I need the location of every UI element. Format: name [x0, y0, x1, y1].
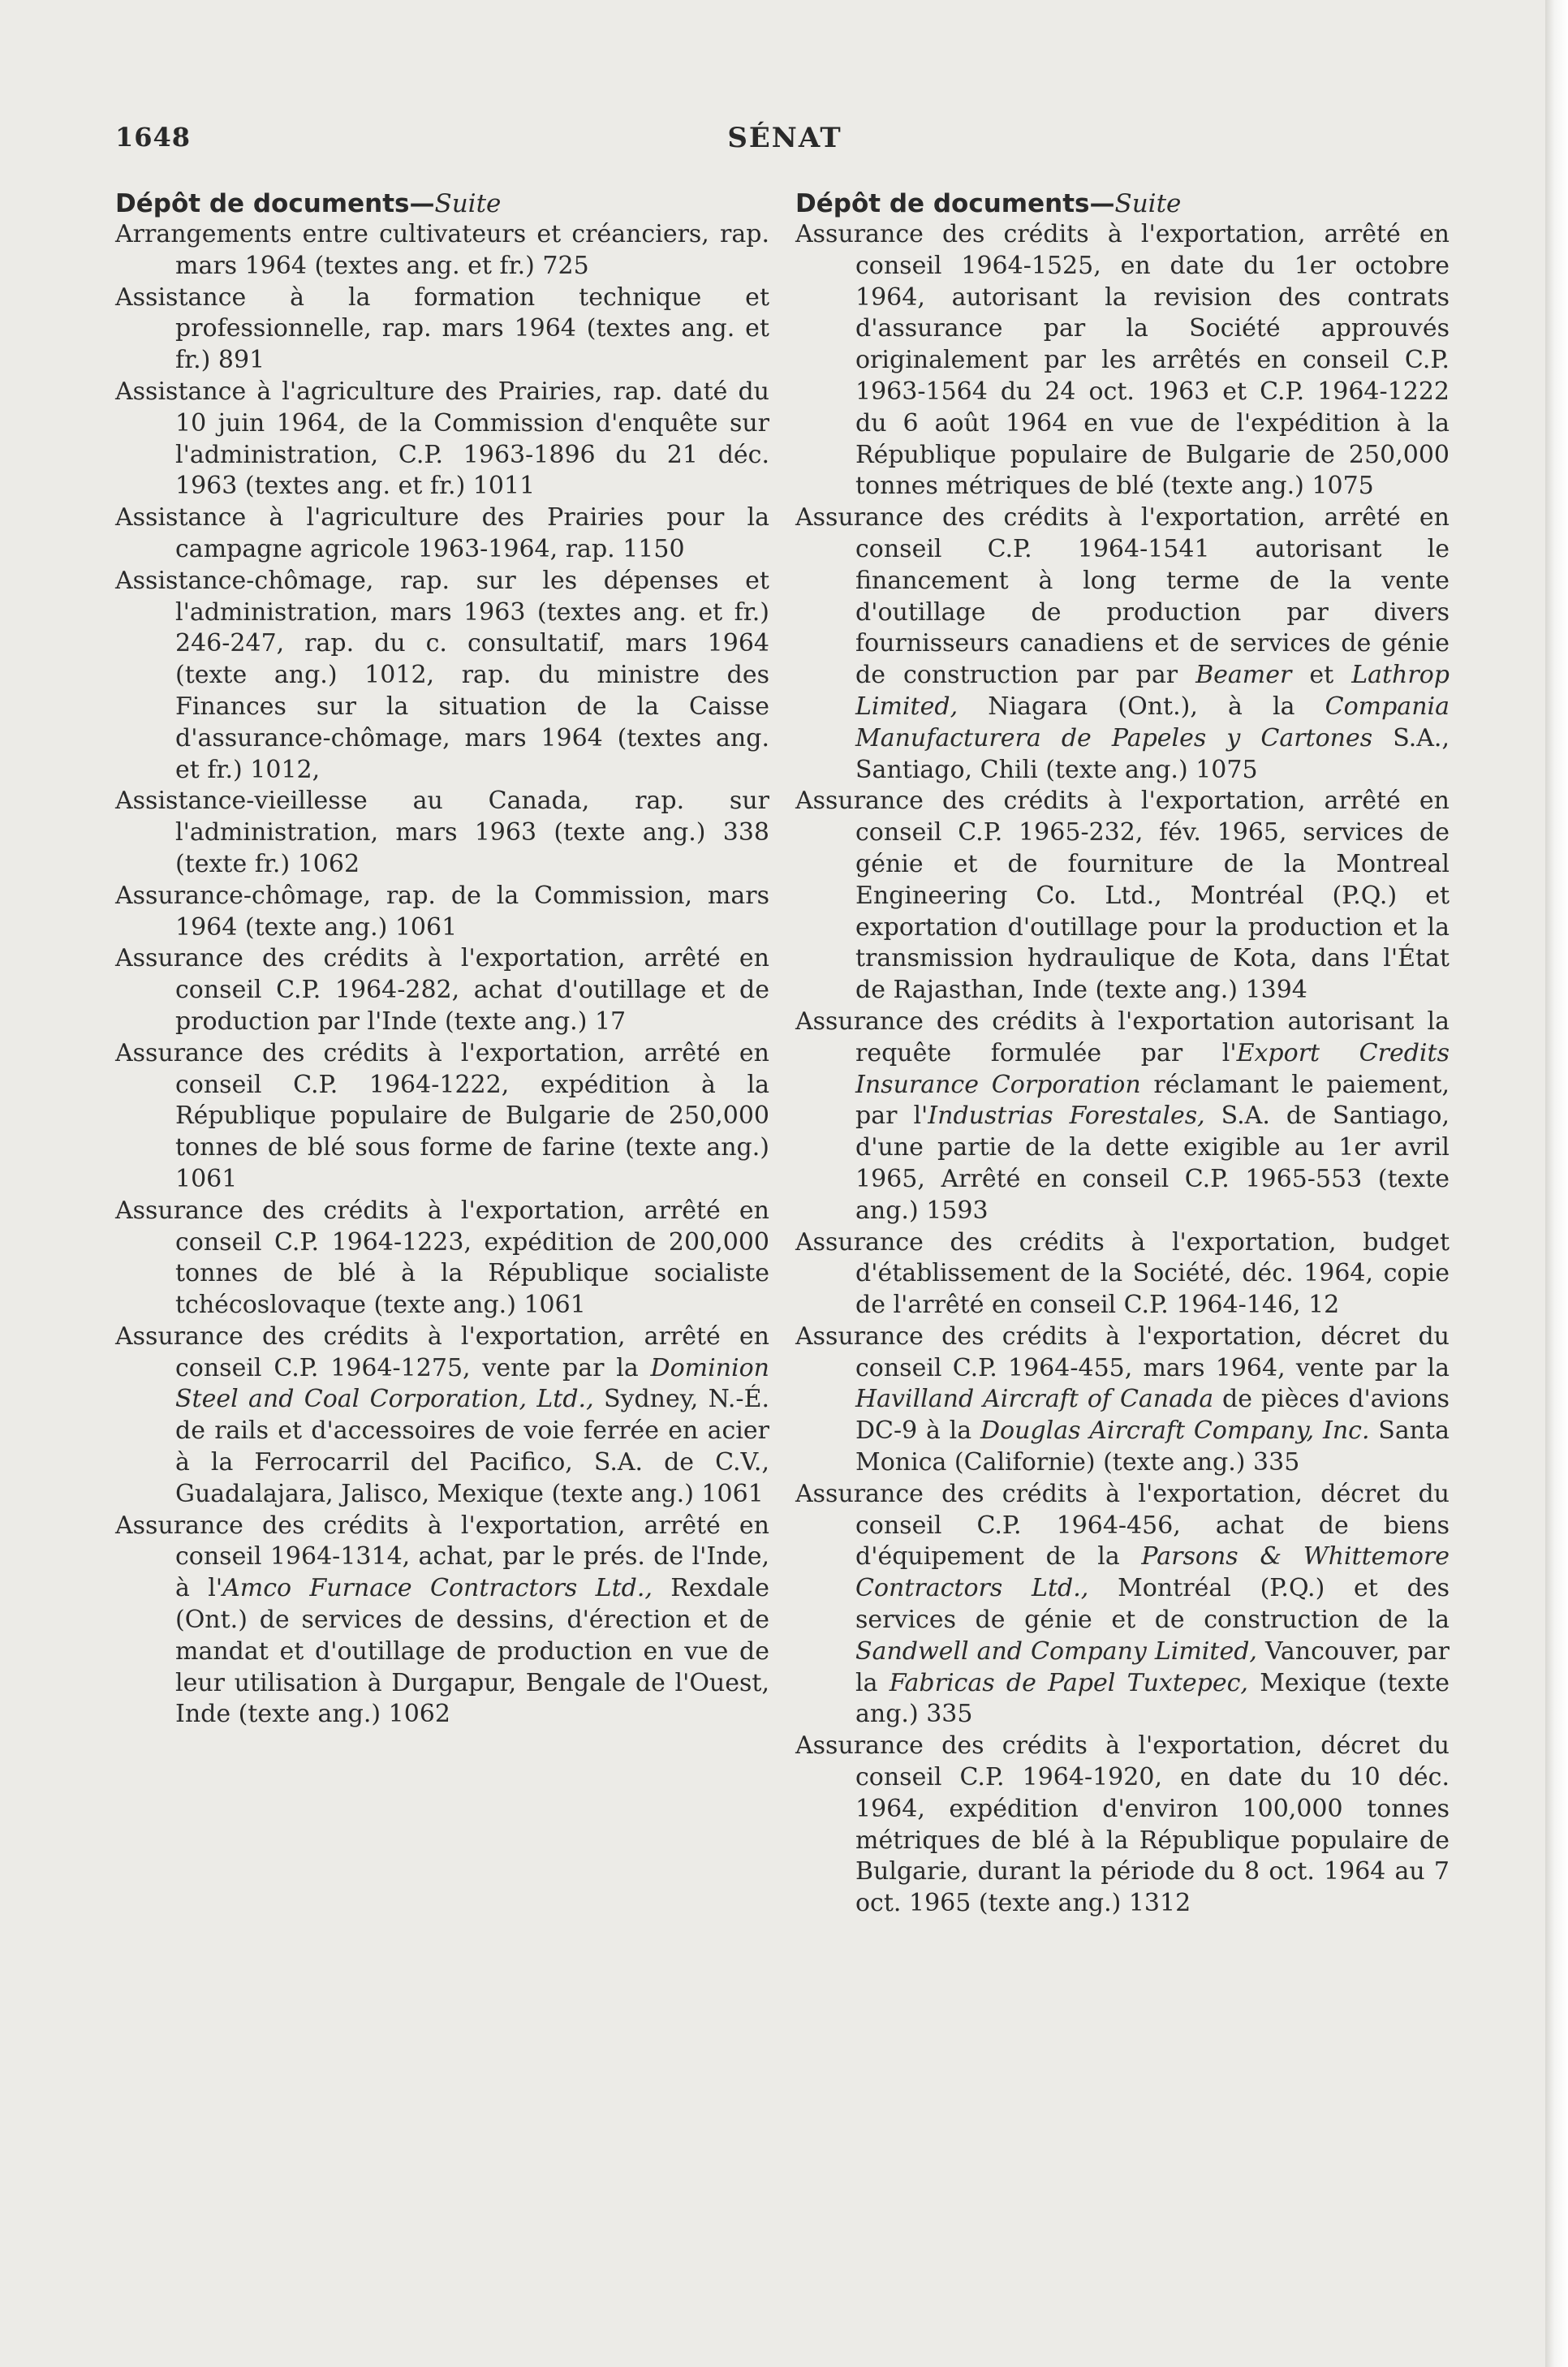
- entry-italic-text: Beamer: [1195, 661, 1292, 690]
- entry-italic-text: Amco Furnace Contractors Ltd.,: [222, 1574, 653, 1603]
- entry-italic-text: Parsons & Whittemore Contractors Ltd.,: [855, 1542, 1450, 1603]
- entry-text: Assistance à la formation technique et professionnelle, rap. mars 1964 (textes ang. et fr.) 891: [115, 282, 769, 375]
- entry-text: Assurance des crédits à l'exportation, arrêté en conseil C.P. 1964-1222, expédition à la République populaire de Bulgarie de 250,000 tonnes de blé sous forme de farine (texte ang.) 1061: [115, 1038, 769, 1193]
- index-entry: [795, 1007, 1450, 1227]
- entry-text: Assurance des crédits à l'exportation, arrêté en conseil 1964-1525, en date du 1er octobre 1964, autorisant la revision des contrats d'assurance par la Société approuvés originalement par les arrêtés en conseil C.P. 1963-1564 du 24 oct. 1963 et C.P. 1964-1222 du 6 août 1964 en vue de l'expédition à la République populaire de Bulgarie de 250,000 tonnes métriques de blé (texte ang.) 1075: [795, 220, 1450, 501]
- entry-text: Assurance des crédits à l'exportation, arrêté en conseil C.P. 1965-232, fév. 1965, services de génie et de fourniture de la Montreal Engineering Co. Ltd., Montréal (P.Q.) et exportation d'outillage pour la production et la transmission hydraulique de Kota, dans l'État de Rajasthan, Inde (texte ang.) 1394: [795, 787, 1450, 1005]
- entry-text: S.A., Santiago, Chili (texte ang.) 1075: [855, 723, 1450, 784]
- entry-text: Assurance des crédits à l'exportation, arrêté en conseil C.P. 1964-282, achat d'outillage et de production par l'Inde (texte ang.) 17: [115, 944, 769, 1036]
- entry-italic-text: Douglas Aircraft Company, Inc.: [980, 1416, 1370, 1446]
- entry-text: réclamant le paiement, par l': [855, 1070, 1450, 1131]
- index-entry: [115, 566, 769, 787]
- entry-text: Assistance à l'agriculture des Prairies, rap. daté du 10 juin 1964, de la Commission d'enquête sur l'administration, C.P. 1963-1896 du 21 déc. 1963 (textes ang. et fr.) 1011: [115, 377, 769, 501]
- column-heading: [115, 188, 769, 219]
- entry-text: Vancouver, par la: [855, 1636, 1450, 1697]
- entry-text: Niagara (Ont.), à la: [958, 692, 1325, 721]
- index-entry: [115, 219, 769, 282]
- entry-text: Assurance des crédits à l'exportation, arrêté en conseil C.P. 1964-1541 autorisant le financement à long terme de la vente d'outillage de production par divers fournisseurs canadiens et de services de génie de construction par par: [795, 503, 1450, 690]
- index-entry: [115, 881, 769, 944]
- index-entry: [115, 1321, 769, 1511]
- index-entry: [795, 1731, 1450, 1920]
- entry-text: Montréal (P.Q.) et des services de génie et de construction de la: [855, 1574, 1450, 1635]
- index-entries: [795, 219, 1450, 1920]
- entry-text: Assurance des crédits à l'exportation, arrêté en conseil C.P. 1964-1223, expédition de 200,000 tonnes de blé à la République socialiste tchécoslovaque (texte ang.) 1061: [115, 1196, 769, 1320]
- index-entry: [115, 943, 769, 1037]
- entry-italic-text: Compania Manufacturera de Papeles y Cartones: [855, 692, 1450, 752]
- entry-italic-text: Export Credits Insurance Corporation: [855, 1038, 1450, 1099]
- right-column: [795, 188, 1450, 1920]
- index-entry: [795, 786, 1450, 1007]
- column-heading-bold: Dépôt de documents—: [115, 189, 435, 218]
- entry-text: Assurance des crédits à l'exportation, budget d'établissement de la Société, déc. 1964, copie de l'arrêté en conseil C.P. 1964-146, 12: [795, 1227, 1450, 1320]
- index-entries: [115, 219, 769, 1731]
- entry-text: Assurance des crédits à l'exportation, décret du conseil C.P. 1964-1920, en date du 10 déc. 1964, expédition d'environ 100,000 tonnes métriques de blé à la République populaire de Bulgarie, durant la période du 8 oct. 1964 au 7 oct. 1965 (texte ang.) 1312: [795, 1731, 1450, 1918]
- column-heading-italic: Suite: [1114, 189, 1182, 218]
- index-entry: [795, 502, 1450, 786]
- entry-text: Mexique (texte ang.) 335: [855, 1668, 1450, 1729]
- page-edge: [1545, 0, 1568, 2367]
- entry-text: Arrangements entre cultivateurs et créanciers, rap. mars 1964 (textes ang. et fr.) 725: [115, 220, 769, 280]
- entry-text: Assurance des crédits à l'exportation, décret du conseil C.P. 1964-455, mars 1964, vente par la: [795, 1321, 1450, 1382]
- entry-italic-text: Sandwell and Company Limited,: [855, 1636, 1257, 1666]
- page-number: 1648: [115, 122, 192, 153]
- entry-text: Assurance des crédits à l'exportation autorisant la requête formulée par l': [795, 1007, 1450, 1067]
- entry-text: Assurance des crédits à l'exportation, décret du conseil C.P. 1964-456, achat de biens d'équipement de la: [795, 1479, 1450, 1572]
- page-header: [115, 122, 1454, 170]
- entry-italic-text: Havilland Aircraft of Canada: [855, 1385, 1214, 1414]
- column-heading-bold: Dépôt de documents—: [795, 189, 1115, 218]
- entry-italic-text: Lathrop Limited,: [855, 661, 1450, 721]
- left-column: [115, 188, 769, 1731]
- entry-text: et: [1291, 661, 1352, 690]
- index-entry: [795, 1227, 1450, 1321]
- column-heading: [795, 188, 1450, 219]
- entry-italic-text: Industrias Forestales,: [928, 1102, 1205, 1131]
- index-entry: [115, 1196, 769, 1321]
- entry-text: Santa Monica (Californie) (texte ang.) 335: [855, 1416, 1450, 1477]
- index-entry: [115, 377, 769, 502]
- entry-text: Assistance à l'agriculture des Prairies pour la campagne agricole 1963-1964, rap. 1150: [115, 503, 769, 563]
- column-heading-italic: Suite: [434, 189, 502, 218]
- entry-text: Assistance-vieillesse au Canada, rap. sur l'administration, mars 1963 (texte ang.) 338 (texte fr.) 1062: [115, 787, 769, 878]
- entry-text: Sydney, N.-É. de rails et d'accessoires de voie ferrée en acier à la Ferrocarril del Pacifico, S.A. de C.V., Guadalajara, Jalisco, Mexique (texte ang.) 1061: [175, 1385, 770, 1508]
- entry-text: Assurance des crédits à l'exportation, arrêté en conseil C.P. 1964-1275, vente par la: [115, 1321, 769, 1382]
- running-title: SÉNAT: [727, 122, 842, 154]
- index-entry: [115, 786, 769, 880]
- index-entry: [795, 1321, 1450, 1479]
- index-entry: [115, 502, 769, 566]
- entry-text: Assurance des crédits à l'exportation, arrêté en conseil 1964-1314, achat, par le prés. de l'Inde, à l': [115, 1511, 769, 1603]
- entry-italic-text: Dominion Steel and Coal Corporation, Ltd.,: [175, 1353, 769, 1414]
- entry-text: Rexdale (Ont.) de services de dessins, d'érection et de mandat et d'outillage de production en vue de leur utilisation à Durgapur, Bengale de l'Ouest, Inde (texte ang.) 1062: [175, 1574, 769, 1729]
- entry-text: S.A. de Santiago, d'une partie de la dette exigible au 1er avril 1965, Arrêté en conseil C.P. 1965-553 (texte ang.) 1593: [855, 1102, 1450, 1225]
- index-entry: [115, 1038, 769, 1196]
- index-entry: [115, 282, 769, 377]
- entry-text: Assistance-chômage, rap. sur les dépenses et l'administration, mars 1963 (textes ang. et fr.) 246-247, rap. du c. consultatif, mars 1964 (texte ang.) 1012, rap. du ministre des Finances sur la situation de la Caisse d'assurance-chômage, mars 1964 (textes ang. et fr.) 1012,: [115, 566, 769, 784]
- entry-text: de pièces d'avions DC-9 à la: [855, 1385, 1450, 1446]
- index-entry: [795, 219, 1450, 502]
- index-entry: [115, 1511, 769, 1731]
- entry-text: Assurance-chômage, rap. de la Commission, mars 1964 (texte ang.) 1061: [115, 881, 769, 942]
- index-entry: [795, 1479, 1450, 1731]
- entry-italic-text: Fabricas de Papel Tuxtepec,: [889, 1668, 1248, 1697]
